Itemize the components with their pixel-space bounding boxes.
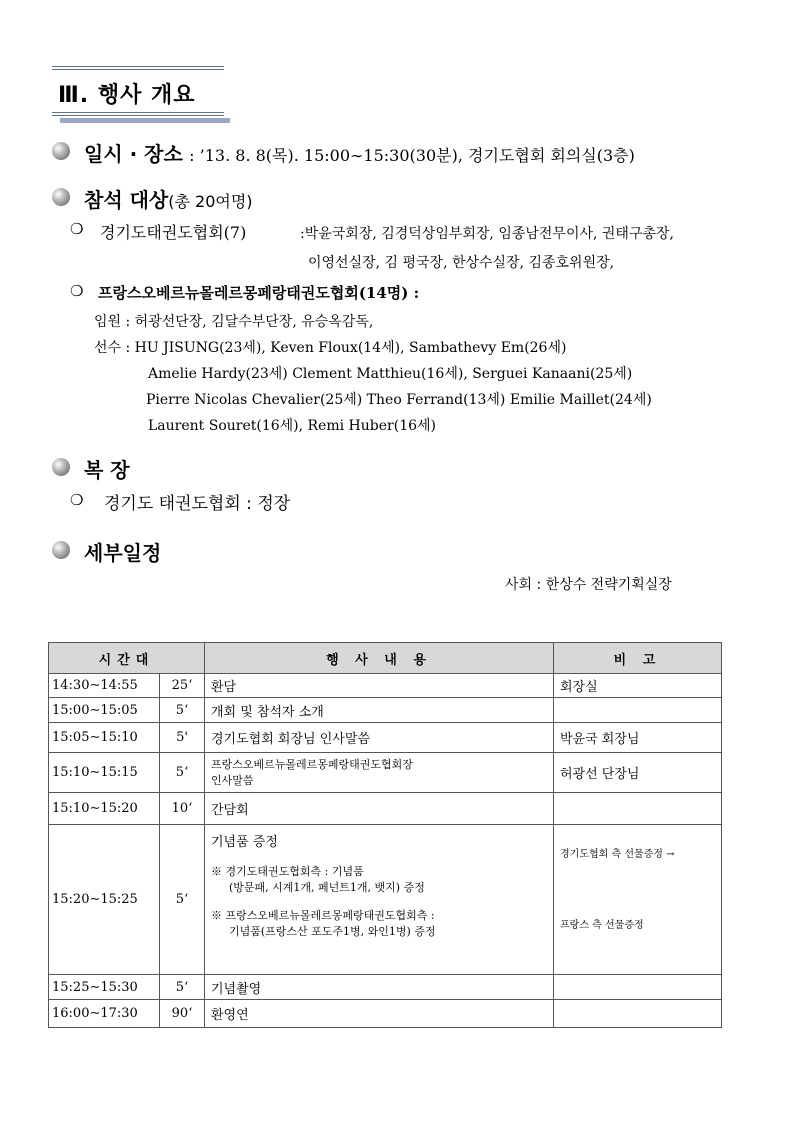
schedule-table bbox=[48, 642, 722, 1028]
row-content: 경기도협회 회장님 인사말씀 bbox=[205, 723, 554, 753]
row-note: 회장실 bbox=[554, 674, 722, 698]
attendees-heading bbox=[84, 184, 253, 213]
attendees-count: (총 20여명) bbox=[168, 192, 253, 211]
gift-b-line2: 기념품(프랑스산 포도주1병, 와인1병) 증정 bbox=[229, 925, 436, 938]
row-content: 환영연 bbox=[205, 1000, 554, 1028]
france-officers: 임원 : 허광선단장, 김달수부단장, 유승옥감독, bbox=[94, 314, 374, 330]
gift-note-a: 경기도협회 측 선물증정 → bbox=[560, 849, 675, 860]
table-row bbox=[49, 825, 722, 975]
gyeonggi-members-line1: :박윤국회장, 김경덕상임부회장, 임종남전무이사, 권태구총장, bbox=[300, 226, 674, 242]
datetime-label: 일시 · 장소 bbox=[84, 142, 183, 166]
row-time: 15:25∼15:30 bbox=[49, 975, 160, 1000]
row-note bbox=[554, 1000, 722, 1028]
france-players-line1: 선수 : HU JISUNG(23세), Keven Floux(14세), Sambathevy Em(26세) bbox=[94, 340, 567, 356]
row-duration: 5‘ bbox=[160, 698, 205, 723]
france-org-name: 프랑스오베르뉴몰레르몽페랑태권도협회(14명) : bbox=[98, 284, 420, 302]
row-time: 16:00∼17:30 bbox=[49, 1000, 160, 1028]
table-row bbox=[49, 674, 722, 698]
row-time: 15:00∼15:05 bbox=[49, 698, 160, 723]
table-row bbox=[49, 753, 722, 793]
row-note bbox=[554, 975, 722, 1000]
row-note: 허광선 단장님 bbox=[554, 753, 722, 793]
sphere-bullet-icon bbox=[52, 458, 70, 476]
row-duration: 5' bbox=[160, 723, 205, 753]
row-time: 15:20∼15:25 bbox=[49, 825, 160, 975]
row-content-line1: 프랑스오베르뉴몰레르몽페랑태권도협회장 bbox=[211, 757, 413, 771]
table-row bbox=[49, 698, 722, 723]
row-content bbox=[205, 753, 554, 793]
gift-a-line1: ※ 경기도태권도협회측 : 기념품 bbox=[211, 865, 364, 878]
schedule-host: 사회 : 한상수 전략기획실장 bbox=[505, 577, 672, 593]
gift-note-b: 프랑스 측 선물증정 bbox=[560, 920, 644, 931]
schedule-heading bbox=[84, 537, 161, 566]
france-players-line2: Amelie Hardy(23세) Clement Matthieu(16세), Serguei Kanaani(25세) bbox=[148, 366, 633, 382]
header-time: 시간대 bbox=[49, 643, 205, 674]
schedule-label: 세부일정 bbox=[84, 541, 162, 565]
dress-heading bbox=[84, 454, 130, 483]
row-duration: 5‘ bbox=[160, 825, 205, 975]
row-duration: 25‘ bbox=[160, 674, 205, 698]
gift-b-line1: ※ 프랑스오베르뉴몰레르몽페랑태권도협회측 : bbox=[211, 909, 435, 922]
circle-bullet-icon: ❍ bbox=[70, 220, 84, 238]
section-title-box bbox=[52, 66, 224, 116]
row-content: 환담 bbox=[205, 674, 554, 698]
header-content: 행 사 내 용 bbox=[205, 643, 554, 674]
row-time: 15:05∼15:10 bbox=[49, 723, 160, 753]
gift-title: 기념품 증정 bbox=[211, 835, 278, 850]
row-content-line2: 인사말씀 bbox=[211, 773, 254, 787]
row-duration: 90‘ bbox=[160, 1000, 205, 1028]
circle-bullet-icon: ❍ bbox=[70, 491, 84, 509]
france-players-line3: Pierre Nicolas Chevalier(25세) Theo Ferrand(13세) Emilie Maillet(24세) bbox=[146, 392, 652, 408]
table-row bbox=[49, 1000, 722, 1028]
row-note bbox=[554, 793, 722, 825]
row-content: 기념촬영 bbox=[205, 975, 554, 1000]
title-underline bbox=[60, 118, 230, 123]
sphere-bullet-icon bbox=[52, 188, 70, 206]
sphere-bullet-icon bbox=[52, 541, 70, 559]
gyeonggi-org-name: 경기도태권도협회(7) bbox=[100, 223, 247, 242]
gyeonggi-members-line2: 이영선실장, 김 평국장, 한상수실장, 김종호위원장, bbox=[308, 255, 615, 271]
row-duration: 5‘ bbox=[160, 753, 205, 793]
row-content bbox=[205, 825, 554, 975]
row-content: 개회 및 참석자 소개 bbox=[205, 698, 554, 723]
table-row bbox=[49, 723, 722, 753]
row-duration: 10‘ bbox=[160, 793, 205, 825]
dress-value: 경기도 태권도협회 : 정장 bbox=[104, 494, 291, 514]
table-row bbox=[49, 975, 722, 1000]
row-time: 15:10∼15:15 bbox=[49, 753, 160, 793]
row-note: 박윤국 회장님 bbox=[554, 723, 722, 753]
row-note bbox=[554, 698, 722, 723]
row-time: 15:10∼15:20 bbox=[49, 793, 160, 825]
attendees-label: 참석 대상 bbox=[84, 188, 169, 212]
datetime-heading bbox=[84, 138, 635, 167]
circle-bullet-icon: ❍ bbox=[70, 282, 84, 300]
row-note bbox=[554, 825, 722, 975]
sphere-bullet-icon bbox=[52, 142, 70, 160]
table-header-row bbox=[49, 643, 722, 674]
dress-label: 복 장 bbox=[84, 458, 130, 482]
table-row bbox=[49, 793, 722, 825]
datetime-value: : ’13. 8. 8(목). 15:00∼15:30(30분), 경기도협회 회의실(3층) bbox=[189, 146, 635, 165]
row-time: 14:30∼14:55 bbox=[49, 674, 160, 698]
france-players-line4: Laurent Souret(16세), Remi Huber(16세) bbox=[148, 418, 436, 434]
section-title: Ⅲ. 행사 개요 bbox=[58, 83, 196, 108]
header-note: 비 고 bbox=[554, 643, 722, 674]
gift-a-line2: (방문패, 시계1개, 페넌트1개, 뱃지) 증정 bbox=[229, 881, 425, 894]
row-content: 간담회 bbox=[205, 793, 554, 825]
row-duration: 5‘ bbox=[160, 975, 205, 1000]
